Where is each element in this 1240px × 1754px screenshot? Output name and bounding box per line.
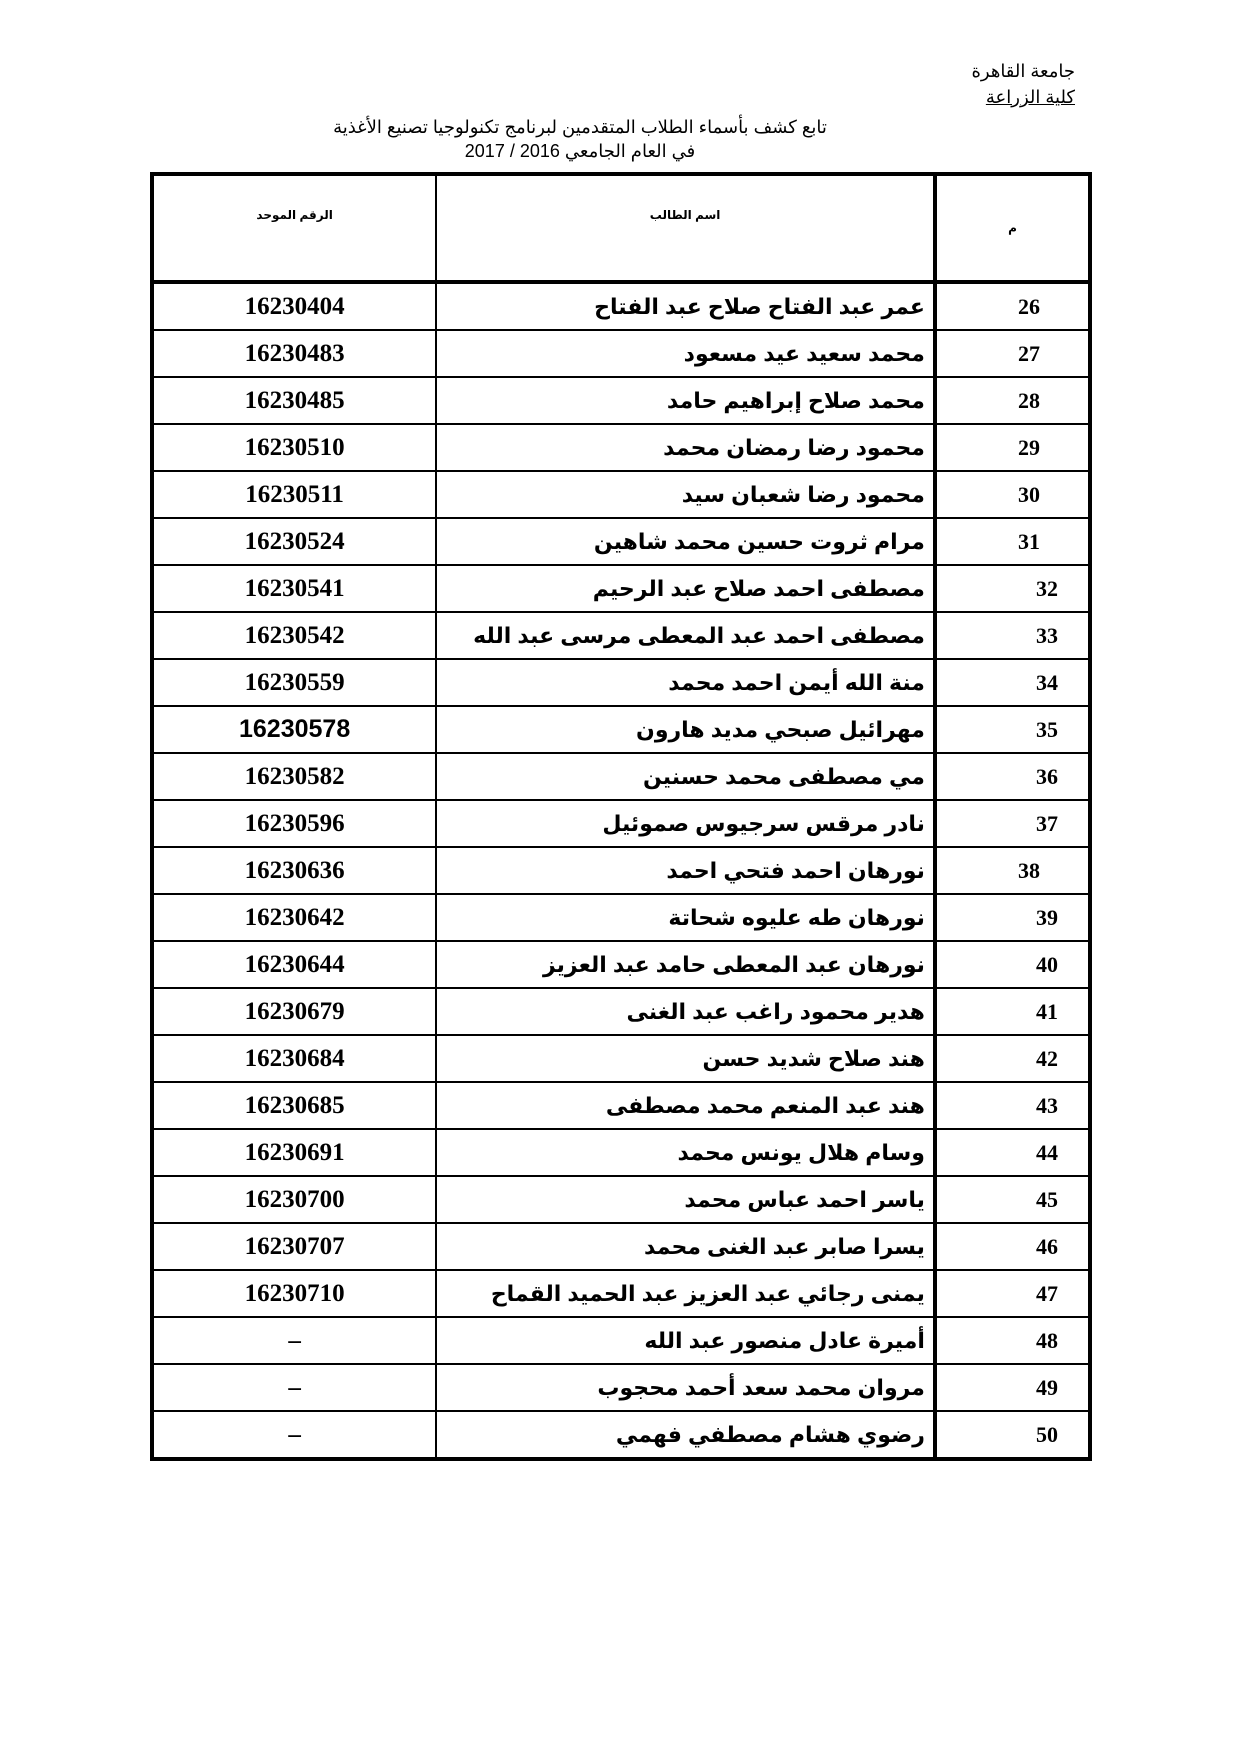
row-number-cell: 43 (935, 1082, 1090, 1129)
row-number-cell: 48 (935, 1317, 1090, 1364)
row-number-cell: 41 (935, 988, 1090, 1035)
column-header-number: م (935, 174, 1090, 282)
document-title (300, 115, 860, 163)
table-row (152, 471, 1090, 518)
row-number-cell: 26 (935, 282, 1090, 330)
unified-id-cell: 16230524 (152, 518, 436, 565)
row-number-cell: 35 (935, 706, 1090, 753)
table-row (152, 988, 1090, 1035)
student-name-cell: محمود رضا رمضان محمد (436, 424, 935, 471)
unified-id-cell: 16230707 (152, 1223, 436, 1270)
row-number-cell: 37 (935, 800, 1090, 847)
column-header-student-name: اسم الطالب (436, 174, 935, 282)
student-name-cell: مهرائيل صبحي مديد هارون (436, 706, 935, 753)
row-number-cell: 50 (935, 1411, 1090, 1459)
student-name-cell: منة الله أيمن احمد محمد (436, 659, 935, 706)
student-name-cell: محمود رضا شعبان سيد (436, 471, 935, 518)
table-row (152, 1129, 1090, 1176)
table-header-row (152, 174, 1090, 282)
row-number-cell: 39 (935, 894, 1090, 941)
row-number-cell: 36 (935, 753, 1090, 800)
unified-id-cell: 16230684 (152, 1035, 436, 1082)
table-row (152, 1411, 1090, 1459)
student-name-cell: مصطفى احمد عبد المعطى مرسى عبد الله (436, 612, 935, 659)
row-number-cell: 42 (935, 1035, 1090, 1082)
row-number-cell: 49 (935, 1364, 1090, 1411)
row-number-cell: 33 (935, 612, 1090, 659)
student-name-cell: يمنى رجائي عبد العزيز عبد الحميد القماح (436, 1270, 935, 1317)
table-row (152, 706, 1090, 753)
unified-id-cell: 16230700 (152, 1176, 436, 1223)
unified-id-cell: 16230685 (152, 1082, 436, 1129)
header-block (971, 58, 1075, 110)
unified-id-cell: 16230679 (152, 988, 436, 1035)
row-number-cell: 38 (935, 847, 1090, 894)
table-row (152, 894, 1090, 941)
student-name-cell: نورهان احمد فتحي احمد (436, 847, 935, 894)
unified-id-cell: 16230542 (152, 612, 436, 659)
student-name-cell: مصطفى احمد صلاح عبد الرحيم (436, 565, 935, 612)
table-row (152, 1317, 1090, 1364)
student-name-cell: هدير محمود راغب عبد الغنى (436, 988, 935, 1035)
unified-id-cell: 16230511 (152, 471, 436, 518)
student-name-cell: محمد صلاح إبراهيم حامد (436, 377, 935, 424)
row-number-cell: 40 (935, 941, 1090, 988)
table-row (152, 1176, 1090, 1223)
university-name: جامعة القاهرة (971, 61, 1075, 81)
student-name-cell: نورهان عبد المعطى حامد عبد العزيز (436, 941, 935, 988)
row-number-cell: 44 (935, 1129, 1090, 1176)
row-number-cell: 47 (935, 1270, 1090, 1317)
table-row (152, 1270, 1090, 1317)
unified-id-cell: 16230483 (152, 330, 436, 377)
table-row (152, 330, 1090, 377)
unified-id-cell: 16230578 (152, 706, 436, 753)
row-number-cell: 27 (935, 330, 1090, 377)
students-table (150, 172, 1092, 1461)
unified-id-cell: 16230541 (152, 565, 436, 612)
student-name-cell: يسرا صابر عبد الغنى محمد (436, 1223, 935, 1270)
student-name-cell: رضوي هشام مصطفي فهمي (436, 1411, 935, 1459)
row-number-cell: 31 (935, 518, 1090, 565)
student-name-cell: محمد سعيد عيد مسعود (436, 330, 935, 377)
table-body (152, 282, 1090, 1459)
row-number-cell: 46 (935, 1223, 1090, 1270)
table-row (152, 424, 1090, 471)
unified-id-cell: 16230510 (152, 424, 436, 471)
unified-id-cell: 16230636 (152, 847, 436, 894)
student-name-cell: نورهان طه عليوه شحاتة (436, 894, 935, 941)
unified-id-cell: 16230404 (152, 282, 436, 330)
faculty-name: كلية الزراعة (985, 87, 1075, 107)
table-row (152, 1223, 1090, 1270)
table-row (152, 753, 1090, 800)
row-number-cell: 32 (935, 565, 1090, 612)
table-row (152, 1082, 1090, 1129)
student-name-cell: مروان محمد سعد أحمد محجوب (436, 1364, 935, 1411)
unified-id-cell: – (152, 1364, 436, 1411)
unified-id-cell: – (152, 1317, 436, 1364)
unified-id-cell: 16230559 (152, 659, 436, 706)
table-row (152, 659, 1090, 706)
table-row (152, 800, 1090, 847)
student-name-cell: هند صلاح شديد حسن (436, 1035, 935, 1082)
unified-id-cell: 16230710 (152, 1270, 436, 1317)
unified-id-cell: 16230485 (152, 377, 436, 424)
row-number-cell: 29 (935, 424, 1090, 471)
row-number-cell: 34 (935, 659, 1090, 706)
unified-id-cell: 16230582 (152, 753, 436, 800)
student-name-cell: مرام ثروت حسين محمد شاهين (436, 518, 935, 565)
unified-id-cell: 16230644 (152, 941, 436, 988)
column-header-unified-id: الرقم الموحد (152, 174, 436, 282)
title-line-2: في العام الجامعي 2016 / 2017 (464, 141, 696, 161)
student-name-cell: أميرة عادل منصور عبد الله (436, 1317, 935, 1364)
student-name-cell: نادر مرقس سرجيوس صموئيل (436, 800, 935, 847)
table-row (152, 282, 1090, 330)
table-row (152, 1364, 1090, 1411)
table-row (152, 941, 1090, 988)
student-name-cell: ياسر احمد عباس محمد (436, 1176, 935, 1223)
student-name-cell: مي مصطفى محمد حسنين (436, 753, 935, 800)
row-number-cell: 30 (935, 471, 1090, 518)
unified-id-cell: 16230691 (152, 1129, 436, 1176)
table-row (152, 1035, 1090, 1082)
student-name-cell: وسام هلال يونس محمد (436, 1129, 935, 1176)
unified-id-cell: 16230642 (152, 894, 436, 941)
student-name-cell: هند عبد المنعم محمد مصطفى (436, 1082, 935, 1129)
unified-id-cell: 16230596 (152, 800, 436, 847)
table-row (152, 377, 1090, 424)
unified-id-cell: – (152, 1411, 436, 1459)
table-row (152, 612, 1090, 659)
row-number-cell: 28 (935, 377, 1090, 424)
student-name-cell: عمر عبد الفتاح صلاح عبد الفتاح (436, 282, 935, 330)
table-row (152, 518, 1090, 565)
table-row (152, 565, 1090, 612)
table-row (152, 847, 1090, 894)
title-line-1: تابع كشف بأسماء الطلاب المتقدمين لبرنامج تكنولوجيا تصنيع الأغذية (333, 117, 827, 137)
row-number-cell: 45 (935, 1176, 1090, 1223)
